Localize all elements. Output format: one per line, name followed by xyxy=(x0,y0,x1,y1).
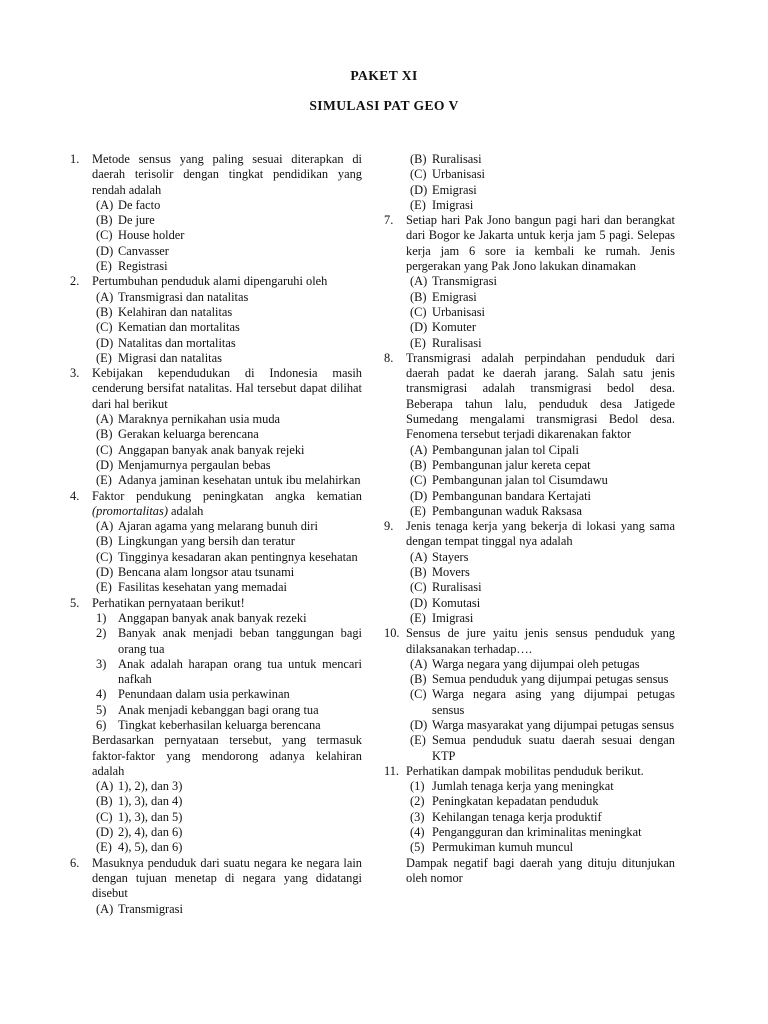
option-label: (C) xyxy=(410,580,427,595)
option-label: (C) xyxy=(96,442,113,457)
question-number: 2. xyxy=(70,274,80,289)
statement-label: (3) xyxy=(410,809,425,824)
question-closing xyxy=(70,733,362,779)
right-column xyxy=(384,152,675,886)
option-a xyxy=(384,550,675,565)
option-d xyxy=(384,489,675,504)
option-e xyxy=(70,840,362,855)
option-label: (E) xyxy=(96,840,112,855)
statement-text: Tingkat keberhasilan keluarga berencana xyxy=(118,717,321,732)
statement-item xyxy=(70,703,362,718)
question-text: Sensus de jure yaitu jenis sensus penduduk yang dilaksanakan terhadap…. xyxy=(406,626,675,656)
option-text: Semua penduduk suatu daerah sesuai dengan KTP xyxy=(432,733,675,763)
statement-label: 3) xyxy=(96,656,107,671)
option-a xyxy=(70,519,362,534)
option-label: (B) xyxy=(410,672,427,687)
option-text: Canvasser xyxy=(118,243,169,258)
statement-text: Kehilangan tenaga kerja produktif xyxy=(432,809,602,824)
statement-item xyxy=(70,611,362,626)
option-label: (A) xyxy=(410,549,428,564)
option-label: (B) xyxy=(96,427,113,442)
question-text: Metode sensus yang paling sesuai diterapkan di daerah terisolir dengan tingkat pendidikan yang rendah adalah xyxy=(92,152,362,197)
option-text: 1), 3), dan 4) xyxy=(118,794,183,809)
option-text: Komutasi xyxy=(432,595,481,610)
option-text: Warga masyarakat yang dijumpai petugas sensus xyxy=(432,717,675,732)
option-label: (C) xyxy=(410,167,427,182)
option-b xyxy=(384,152,675,167)
option-label: (E) xyxy=(410,197,426,212)
option-b xyxy=(384,458,675,473)
closing-text: Berdasarkan pernyataan tersebut, yang termasuk faktor-faktor yang mendorong adanya kelahiran adalah xyxy=(92,733,362,778)
option-label: (B) xyxy=(410,152,427,166)
question-1 xyxy=(70,152,362,198)
option-b xyxy=(70,213,362,228)
option-label: (C) xyxy=(96,320,113,335)
option-text: Pembangunan waduk Raksasa xyxy=(432,503,583,518)
option-text: Anggapan banyak anak banyak rejeki xyxy=(118,442,305,457)
statement-label: 6) xyxy=(96,717,107,732)
option-label: (E) xyxy=(96,580,112,595)
option-text: Warga negara asing yang dijumpai petugas sensus xyxy=(432,687,675,717)
question-6 xyxy=(70,856,362,902)
option-text: Urbanisasi xyxy=(432,167,485,182)
question-number: 1. xyxy=(70,152,80,166)
option-text: Lingkungan yang bersih dan teratur xyxy=(118,534,295,549)
statement-text: Penundaan dalam usia perkawinan xyxy=(118,687,290,702)
option-label: (A) xyxy=(410,656,428,671)
option-text: De jure xyxy=(118,213,155,228)
option-e xyxy=(70,473,362,488)
option-label: (D) xyxy=(96,335,114,350)
page-subtitle: SIMULASI PAT GEO V xyxy=(309,98,459,113)
question-number: 8. xyxy=(384,350,394,365)
option-d xyxy=(384,718,675,733)
option-c xyxy=(70,228,362,243)
question-text xyxy=(92,489,362,520)
option-b xyxy=(70,534,362,549)
option-label: (A) xyxy=(410,274,428,289)
statement-item xyxy=(384,794,675,809)
option-b xyxy=(70,305,362,320)
question-10 xyxy=(384,626,675,657)
option-c xyxy=(70,320,362,335)
option-e xyxy=(384,198,675,213)
option-label: (D) xyxy=(96,565,114,580)
option-label: (E) xyxy=(96,350,112,365)
option-label: (A) xyxy=(96,412,114,427)
option-text: Migrasi dan natalitas xyxy=(118,350,222,365)
option-text: Adanya jaminan kesehatan untuk ibu melahirkan xyxy=(118,473,361,488)
option-a xyxy=(70,198,362,213)
option-text: 4), 5), dan 6) xyxy=(118,840,183,855)
option-a xyxy=(384,657,675,672)
option-text: Imigrasi xyxy=(432,610,474,625)
option-text: Urbanisasi xyxy=(432,304,485,319)
question-3 xyxy=(70,366,362,412)
option-c xyxy=(384,305,675,320)
option-label: (E) xyxy=(410,503,426,518)
option-label: (C) xyxy=(96,228,113,243)
option-d xyxy=(70,458,362,473)
closing-text: Dampak negatif bagi daerah yang dituju ditunjukan oleh nomor xyxy=(406,855,675,885)
statement-item xyxy=(384,779,675,794)
question-text: Masuknya penduduk dari suatu negara ke negara lain dengan tujuan menetap di negara yang didatangi disebut xyxy=(92,855,362,901)
option-label: (D) xyxy=(96,825,114,840)
option-d xyxy=(384,320,675,335)
option-d xyxy=(384,183,675,198)
option-text: Pembangunan jalur kereta cepat xyxy=(432,457,591,472)
option-b xyxy=(70,427,362,442)
option-c xyxy=(384,687,675,718)
statement-text: Permukiman kumuh muncul xyxy=(432,840,574,855)
option-text: Komuter xyxy=(432,320,477,335)
option-e xyxy=(384,733,675,764)
option-b xyxy=(384,672,675,687)
option-label: (B) xyxy=(410,457,427,472)
option-label: (C) xyxy=(410,473,427,488)
option-b xyxy=(384,290,675,305)
question-number: 10. xyxy=(384,626,400,641)
statement-label: (4) xyxy=(410,825,425,840)
option-text: Natalitas dan mortalitas xyxy=(118,335,236,350)
option-c xyxy=(384,473,675,488)
question-2 xyxy=(70,274,362,289)
option-label: (A) xyxy=(96,519,114,534)
option-label: (E) xyxy=(96,259,112,274)
option-text: Transmigrasi xyxy=(432,274,497,289)
option-c xyxy=(70,443,362,458)
option-text: Emigrasi xyxy=(432,289,477,304)
option-text: Kematian dan mortalitas xyxy=(118,320,240,335)
option-e xyxy=(70,580,362,595)
statement-text: Banyak anak menjadi beban tanggungan bagi orang tua xyxy=(118,626,362,656)
option-a xyxy=(70,290,362,305)
question-text: Perhatikan dampak mobilitas penduduk berikut. xyxy=(406,763,644,778)
option-text: Transmigrasi dan natalitas xyxy=(118,289,249,304)
option-label: (B) xyxy=(96,794,113,809)
page-title: PAKET XI xyxy=(350,68,418,83)
option-label: (D) xyxy=(96,243,114,258)
question-7 xyxy=(384,213,675,274)
option-text: 1), 3), dan 5) xyxy=(118,809,183,824)
statement-item xyxy=(70,657,362,688)
option-a xyxy=(70,779,362,794)
statement-label: 2) xyxy=(96,626,107,641)
statement-text: Anggapan banyak anak banyak rezeki xyxy=(118,610,307,625)
option-text: De facto xyxy=(118,197,161,212)
option-label: (A) xyxy=(410,442,428,457)
option-text: Menjamurnya pergaulan bebas xyxy=(118,457,271,472)
option-e xyxy=(384,504,675,519)
question-number: 11. xyxy=(384,763,400,778)
question-11 xyxy=(384,764,675,779)
option-label: (D) xyxy=(96,457,114,472)
option-text: Fasilitas kesehatan yang memadai xyxy=(118,580,287,595)
option-e xyxy=(70,351,362,366)
option-label: (D) xyxy=(410,595,428,610)
left-column xyxy=(70,152,362,917)
question-number: 6. xyxy=(70,855,80,870)
question-text: Jenis tenaga kerja yang bekerja di lokasi yang sama dengan tempat tinggal nya adalah xyxy=(406,519,675,549)
statement-label: (1) xyxy=(410,779,425,794)
option-text: Bencana alam longsor atau tsunami xyxy=(118,565,295,580)
option-label: (E) xyxy=(410,335,426,350)
question-number: 3. xyxy=(70,366,80,381)
statement-text: Jumlah tenaga kerja yang meningkat xyxy=(432,779,614,794)
option-d xyxy=(70,336,362,351)
option-text: House holder xyxy=(118,228,185,243)
option-label: (C) xyxy=(96,809,113,824)
question-5 xyxy=(70,596,362,611)
option-text: Ruralisasi xyxy=(432,335,482,350)
question-4 xyxy=(70,489,362,520)
option-label: (B) xyxy=(96,304,113,319)
question-text: Kebijakan kependudukan di Indonesia masih cenderung bersifat natalitas. Hal tersebut dapat dilihat dari hal berikut xyxy=(92,366,362,411)
statement-text: Peningkatan kepadatan penduduk xyxy=(432,794,599,809)
option-d xyxy=(384,596,675,611)
option-a xyxy=(384,443,675,458)
option-text: Ajaran agama yang melarang bunuh diri xyxy=(118,519,318,534)
option-label: (D) xyxy=(410,182,428,197)
question-number: 4. xyxy=(70,488,80,503)
question-term-italic: (promortalitas) xyxy=(92,503,168,518)
option-text: Movers xyxy=(432,565,470,580)
option-label: (A) xyxy=(96,779,114,794)
statement-label: (5) xyxy=(410,840,425,855)
option-label: (D) xyxy=(410,320,428,335)
option-text: Tingginya kesadaran akan pentingnya kesehatan xyxy=(118,549,358,564)
statement-item xyxy=(70,626,362,657)
option-d xyxy=(70,825,362,840)
statement-item xyxy=(70,718,362,733)
question-8 xyxy=(384,351,675,443)
option-text: Pembangunan jalan tol Cisumdawu xyxy=(432,473,608,488)
statement-text: Anak menjadi kebanggan bagi orang tua xyxy=(118,702,319,717)
question-text-part: Faktor pendukung peningkatan angka kematian xyxy=(92,488,362,503)
option-text: Ruralisasi xyxy=(432,152,482,166)
option-a xyxy=(70,412,362,427)
question-text-part: adalah xyxy=(167,503,204,518)
statement-item xyxy=(70,687,362,702)
statement-label: 1) xyxy=(96,610,107,625)
option-text: Pembangunan bandara Kertajati xyxy=(432,488,591,503)
option-text: 2), 4), dan 6) xyxy=(118,825,183,840)
option-label: (C) xyxy=(410,304,427,319)
option-text: Pembangunan jalan tol Cipali xyxy=(432,442,579,457)
statement-label: (2) xyxy=(410,794,425,809)
question-text: Pertumbuhan penduduk alami dipengaruhi oleh xyxy=(92,274,328,289)
question-9 xyxy=(384,519,675,550)
statement-text: Pengangguran dan kriminalitas meningkat xyxy=(432,825,642,840)
option-label: (C) xyxy=(410,687,427,702)
option-label: (A) xyxy=(96,901,114,916)
option-label: (E) xyxy=(410,610,426,625)
option-e xyxy=(384,336,675,351)
option-d xyxy=(70,565,362,580)
option-label: (D) xyxy=(410,488,428,503)
question-text: Setiap hari Pak Jono bangun pagi hari dan berangkat dari Bogor ke Jakarta untuk kerja jam 5 pagi. Selepas kerja jam 6 sore ia kembali ke rumah. Jenis pergerakan yang Pak Jono lakukan dinamakan xyxy=(406,213,675,274)
question-closing xyxy=(384,856,675,887)
option-b xyxy=(70,794,362,809)
option-d xyxy=(70,244,362,259)
option-label: (B) xyxy=(96,534,113,549)
option-label: (A) xyxy=(96,289,114,304)
option-label: (B) xyxy=(96,213,113,228)
option-label: (A) xyxy=(96,197,114,212)
statement-item xyxy=(384,840,675,855)
option-text: Stayers xyxy=(432,549,469,564)
option-label: (B) xyxy=(410,565,427,580)
option-text: Transmigrasi xyxy=(118,901,183,916)
option-e xyxy=(70,259,362,274)
option-c xyxy=(70,810,362,825)
question-text: Transmigrasi adalah perpindahan penduduk dari daerah padat ke daerah jarang. Salah satu jenis transmigrasi adalah transmigrasi bedol desa. Beberapa tahun lalu, penduduk desa Jatigede Sumedang mengalami transmigrasi Bedol desa. Fenomena tersebut terjadi dikarenakan faktor xyxy=(406,350,675,442)
option-text: 1), 2), dan 3) xyxy=(118,779,183,794)
option-text: Kelahiran dan natalitas xyxy=(118,304,233,319)
option-a xyxy=(70,902,362,917)
question-number: 5. xyxy=(70,595,80,610)
option-text: Ruralisasi xyxy=(432,580,482,595)
option-label: (E) xyxy=(410,733,426,748)
question-number: 7. xyxy=(384,213,394,228)
option-label: (E) xyxy=(96,473,112,488)
option-text: Imigrasi xyxy=(432,197,474,212)
question-number: 9. xyxy=(384,519,394,534)
option-c xyxy=(70,550,362,565)
option-label: (B) xyxy=(410,289,427,304)
statement-label: 5) xyxy=(96,702,107,717)
statement-text: Anak adalah harapan orang tua untuk mencari nafkah xyxy=(118,656,362,687)
statement-label: 4) xyxy=(96,687,107,702)
option-label: (C) xyxy=(96,549,113,564)
option-c xyxy=(384,580,675,595)
statement-item xyxy=(384,825,675,840)
option-b xyxy=(384,565,675,580)
option-label: (D) xyxy=(410,717,428,732)
question-text: Perhatikan pernyataan berikut! xyxy=(92,595,245,610)
option-text: Semua penduduk yang dijumpai petugas sensus xyxy=(432,672,669,687)
option-text: Gerakan keluarga berencana xyxy=(118,427,259,442)
option-text: Warga negara yang dijumpai oleh petugas xyxy=(432,656,640,671)
option-text: Emigrasi xyxy=(432,182,477,197)
option-a xyxy=(384,274,675,289)
option-text: Maraknya pernikahan usia muda xyxy=(118,412,281,427)
statement-item xyxy=(384,810,675,825)
option-c xyxy=(384,167,675,182)
option-e xyxy=(384,611,675,626)
option-text: Registrasi xyxy=(118,259,168,274)
